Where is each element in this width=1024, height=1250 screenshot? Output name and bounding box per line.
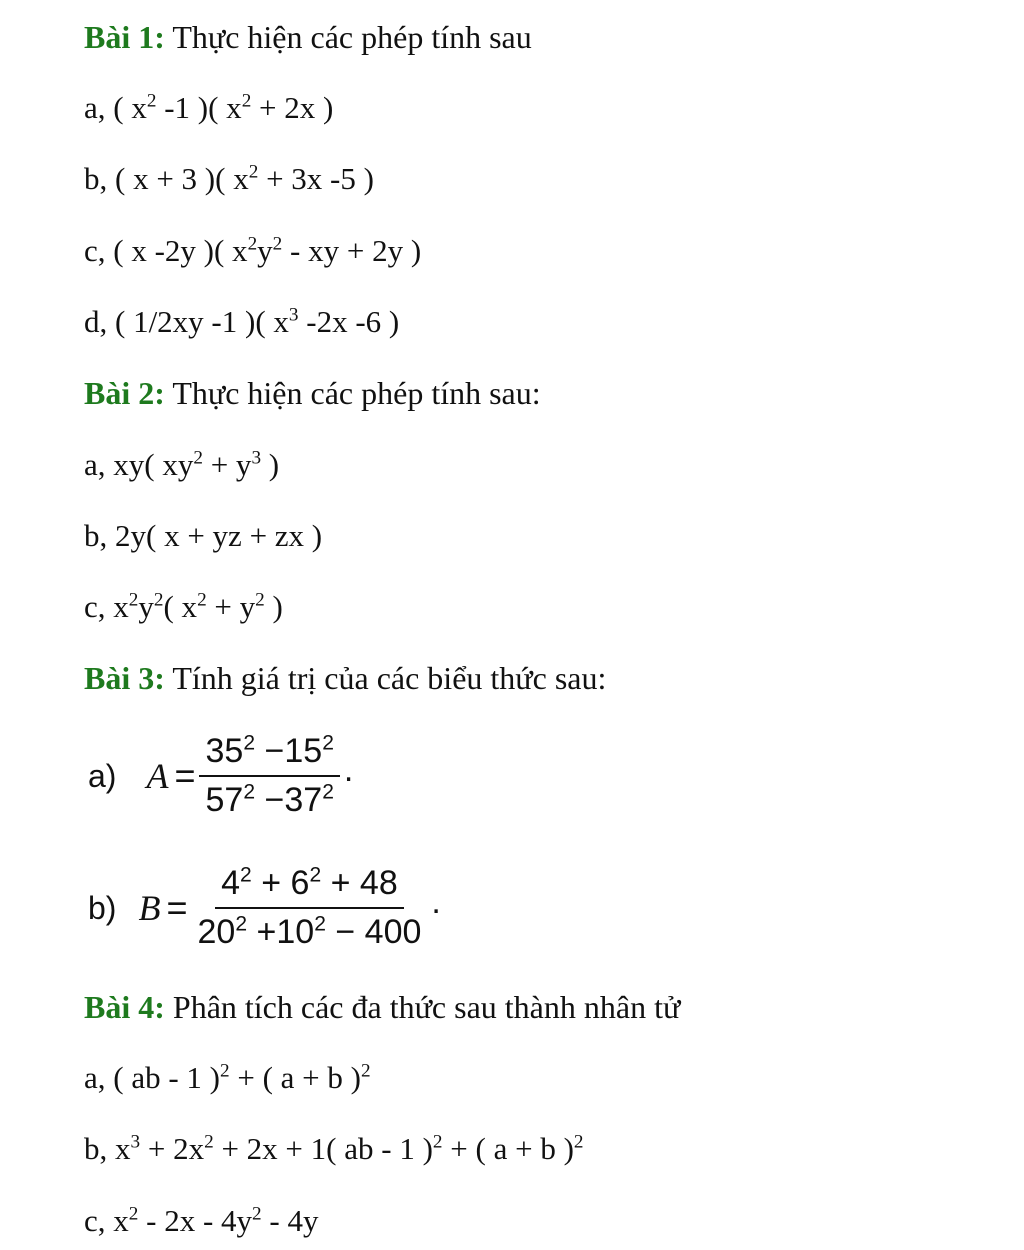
equals-sign: =	[174, 755, 196, 796]
bai1-label: Bài 1:	[84, 19, 165, 55]
expr-text: -1 )( x	[156, 90, 242, 125]
bai1-item-d	[84, 303, 399, 341]
exponent: 2	[243, 731, 256, 755]
exponent: 2	[241, 90, 252, 112]
expr-text: b, x	[84, 1131, 131, 1166]
expr-text: - 2x - 4y	[138, 1203, 253, 1238]
exponent: 2	[314, 912, 326, 936]
exponent: 2	[322, 731, 334, 755]
bai1-item-b	[84, 160, 374, 198]
expr-text: )	[261, 447, 280, 482]
exponent: 2	[243, 780, 256, 804]
expr-text: - xy + 2y )	[282, 233, 422, 268]
expr-text: ( x	[163, 589, 198, 624]
expr-text: + 3x -5 )	[258, 161, 374, 196]
bai2-label: Bài 2:	[84, 375, 165, 411]
den-term: 57	[205, 781, 244, 819]
bai1-item-a	[84, 89, 333, 127]
exponent: 2	[128, 589, 139, 611]
denominator	[199, 777, 339, 820]
fraction	[191, 864, 427, 952]
denominator	[191, 909, 427, 952]
expr-text: -2x -6 )	[298, 304, 400, 339]
bai3-item-a	[88, 732, 353, 820]
expr-text: )	[264, 589, 283, 624]
expr-text: + 2x + 1( ab - 1 )	[213, 1131, 433, 1166]
exponent: 2	[272, 233, 283, 255]
exponent: 2	[360, 1060, 371, 1082]
bai2-item-b	[84, 517, 322, 555]
num-term: 6	[290, 864, 310, 902]
expr-text: c, x	[84, 589, 129, 624]
bai4-item-a	[84, 1059, 371, 1097]
bai4-label: Bài 4:	[84, 989, 165, 1025]
exponent: 2	[247, 233, 258, 255]
bai2-title: Thực hiện các phép tính sau:	[164, 375, 541, 411]
expr-text: b, 2y( x + yz + zx )	[84, 518, 323, 553]
den-term: 37	[284, 781, 323, 819]
exponent: 2	[220, 1060, 230, 1082]
variable: A	[146, 756, 169, 796]
expr-text: b, ( x + 3 )( x	[84, 161, 249, 196]
exponent: 3	[288, 304, 299, 326]
exponent: 2	[252, 1203, 262, 1225]
exponent: 2	[128, 1203, 139, 1225]
bai2-heading	[84, 374, 541, 412]
equals-sign: =	[166, 887, 188, 928]
exponent: 2	[573, 1131, 584, 1153]
num-term: 35	[205, 732, 244, 770]
exponent: 2	[146, 90, 157, 112]
bai2-item-c	[84, 588, 283, 626]
operator: −	[255, 781, 285, 819]
expr-text: c, ( x -2y )( x	[84, 233, 248, 268]
den-term: − 400	[325, 913, 422, 951]
item-label: a)	[88, 757, 117, 794]
exponent: 2	[193, 447, 203, 469]
num-term: + 48	[321, 864, 398, 902]
den-term: 20	[197, 913, 236, 951]
expr-text: + 2x	[140, 1131, 205, 1166]
expr-text: + ( a + b )	[442, 1131, 574, 1166]
exponent: 2	[248, 161, 259, 183]
exponent: 2	[153, 589, 164, 611]
variable: B	[138, 888, 161, 928]
bai3-title: Tính giá trị của các biểu thức sau:	[164, 660, 607, 696]
period: .	[343, 751, 354, 789]
exponent: 2	[235, 912, 248, 936]
expr-text: y	[257, 233, 273, 268]
bai3-label: Bài 3:	[84, 660, 165, 696]
bai3-item-b	[88, 864, 441, 952]
item-label: b)	[88, 889, 117, 926]
operator: +	[251, 864, 291, 902]
num-term: 4	[221, 864, 241, 902]
bai1-item-c	[84, 232, 421, 270]
exponent: 2	[432, 1131, 443, 1153]
expr-text: a, ( ab - 1 )	[84, 1060, 220, 1095]
den-term: 10	[276, 913, 315, 951]
period: .	[431, 883, 441, 921]
exponent: 2	[204, 1131, 214, 1153]
exponent: 3	[251, 447, 262, 469]
bai3-heading	[84, 659, 606, 697]
expr-text: d, ( 1/2xy -1 )( x	[84, 304, 289, 339]
operator: +	[247, 913, 277, 951]
bai1-heading	[84, 18, 532, 56]
expr-text: + y	[206, 589, 256, 624]
expr-text: c, x	[84, 1203, 129, 1238]
expr-text: + y	[202, 447, 252, 482]
bai4-item-c	[84, 1202, 318, 1240]
exponent: 3	[130, 1131, 141, 1153]
expr-text: a, xy( xy	[84, 447, 194, 482]
expr-text: - 4y	[261, 1203, 319, 1238]
exponent: 2	[197, 589, 207, 611]
numerator	[215, 864, 404, 909]
numerator	[199, 732, 339, 777]
exponent: 2	[309, 863, 322, 887]
exponent: 2	[322, 780, 334, 804]
expr-text: a, ( x	[84, 90, 147, 125]
bai4-item-b	[84, 1130, 584, 1168]
bai4-title: Phân tích các đa thức sau thành nhân tử	[164, 989, 681, 1025]
operator: −	[255, 732, 285, 770]
num-term: 15	[284, 732, 323, 770]
bai2-item-a	[84, 446, 279, 484]
expr-text: + ( a + b )	[229, 1060, 361, 1095]
exponent: 2	[240, 863, 252, 887]
expr-text: + 2x )	[251, 90, 334, 125]
expr-text: y	[138, 589, 154, 624]
fraction	[199, 732, 339, 820]
exponent: 2	[255, 589, 265, 611]
bai4-heading	[84, 988, 680, 1026]
bai1-title: Thực hiện các phép tính sau	[164, 19, 532, 55]
